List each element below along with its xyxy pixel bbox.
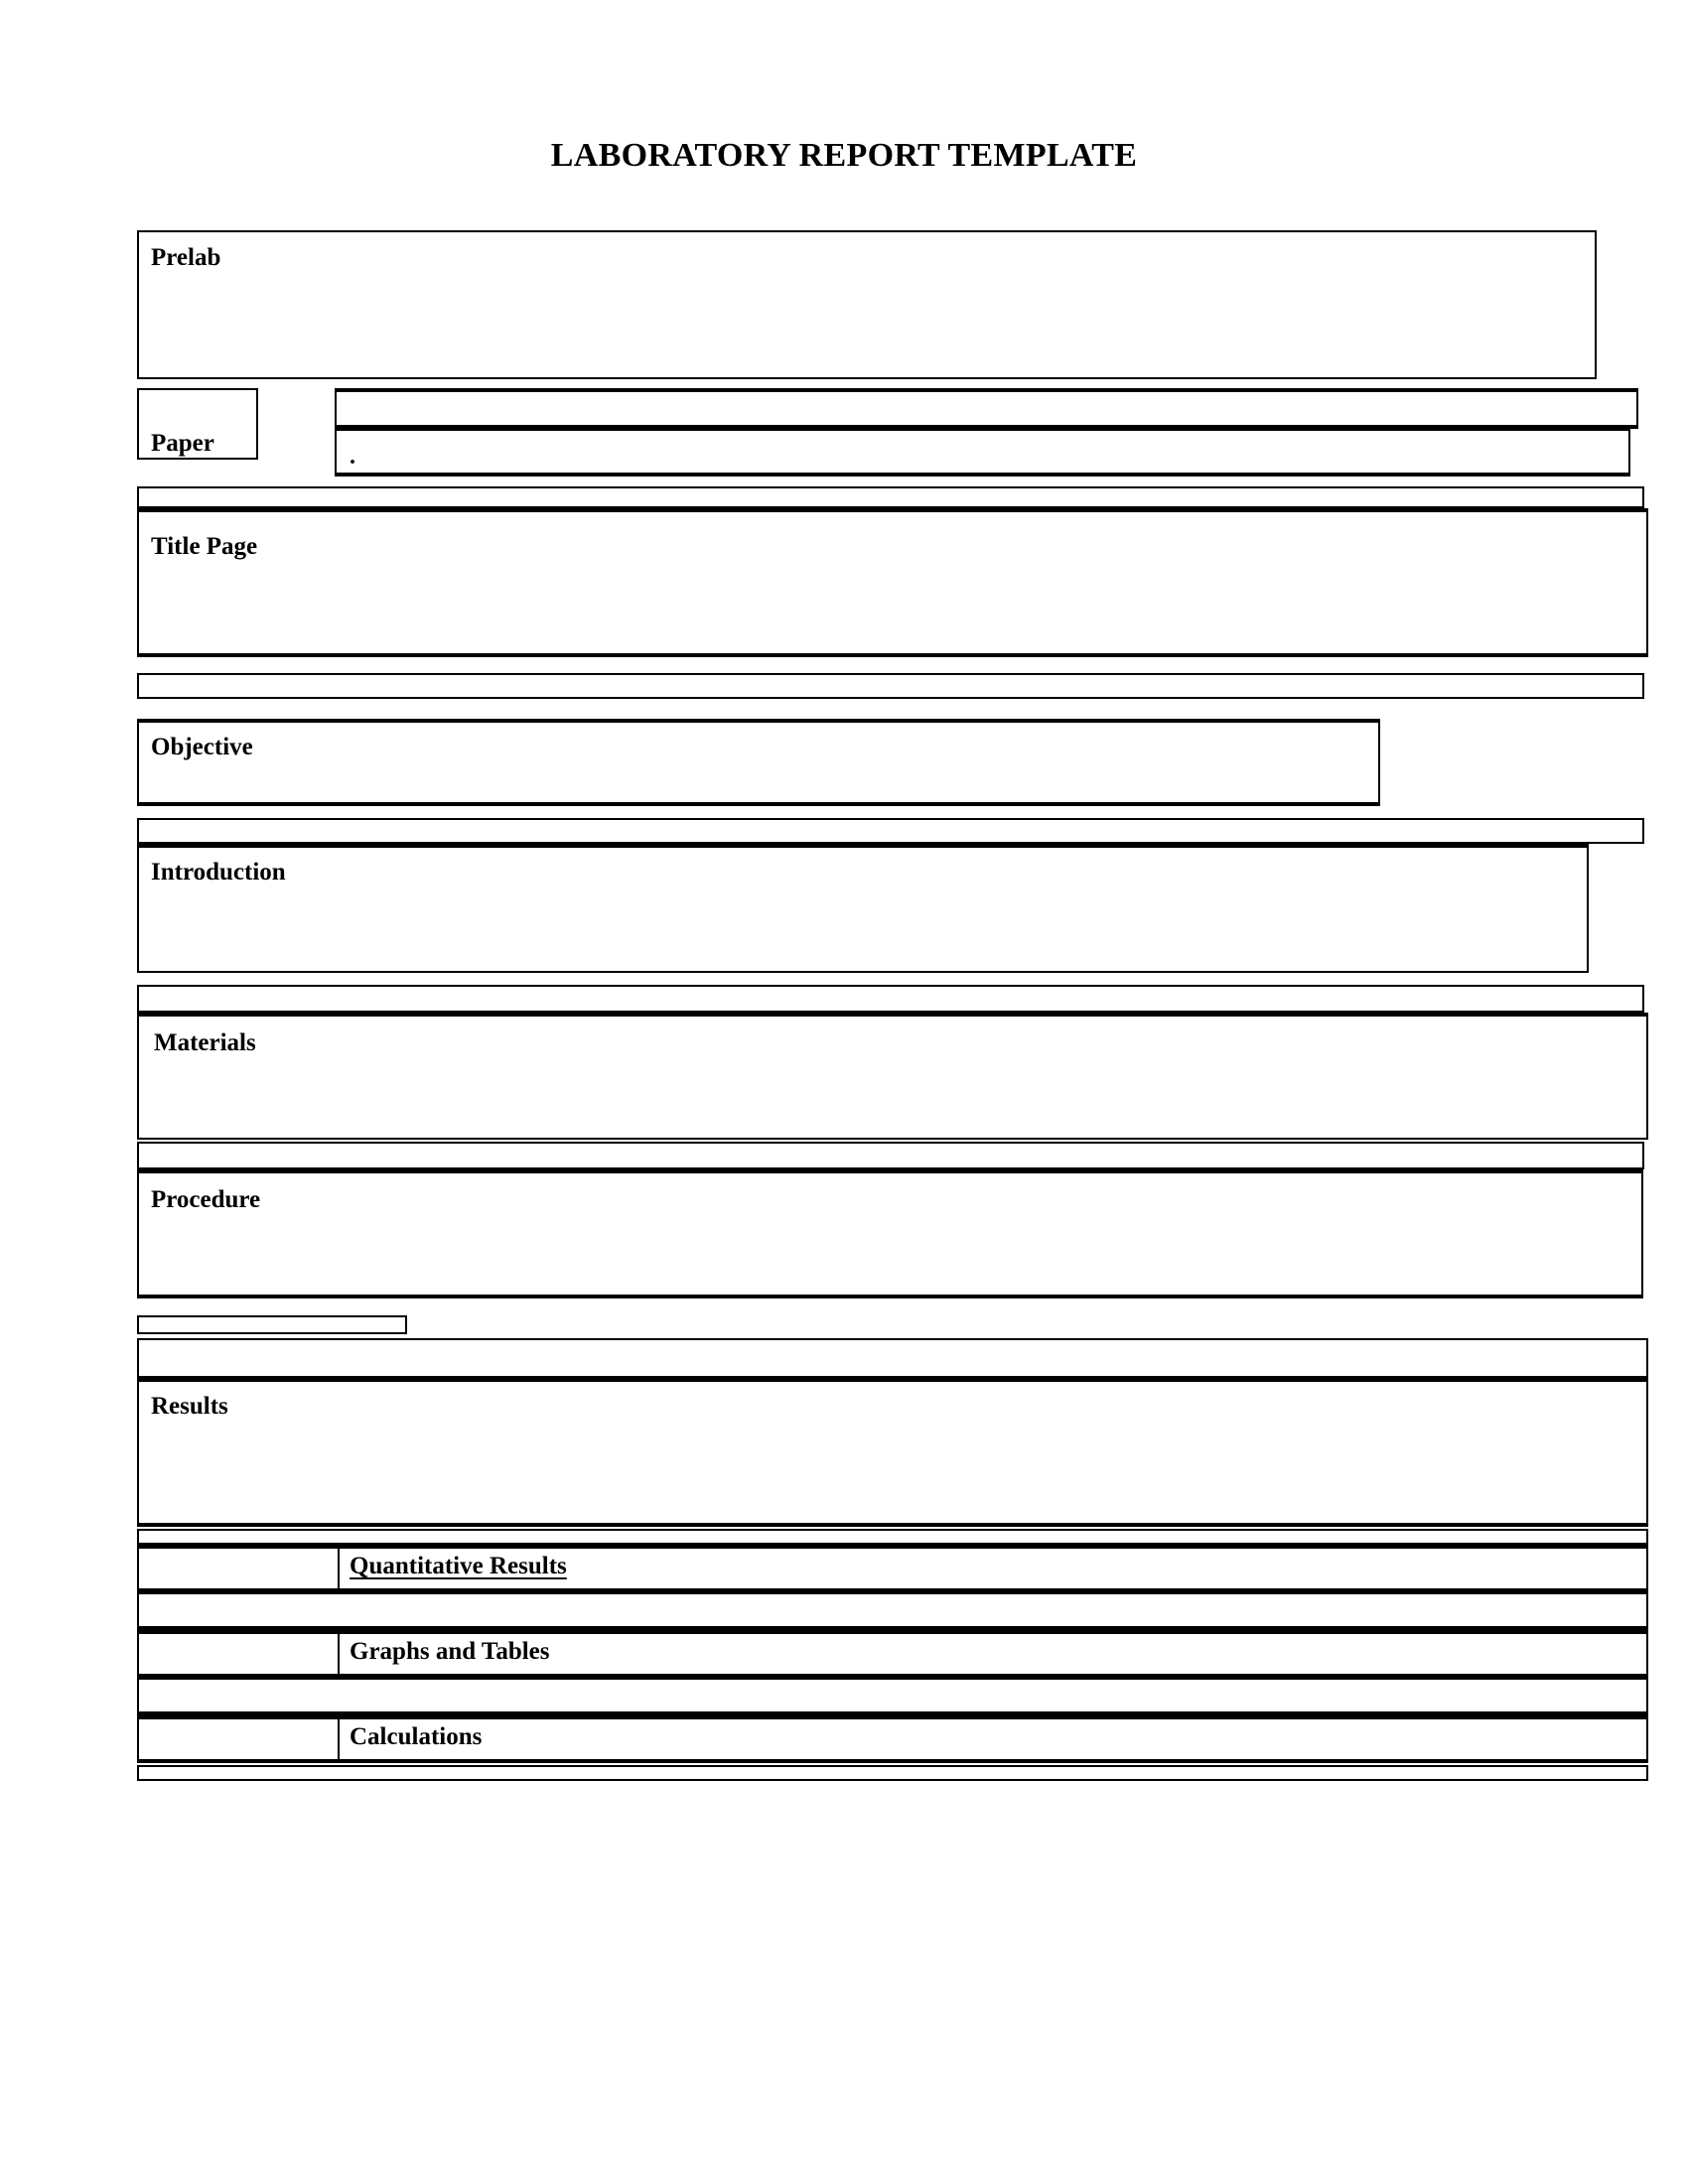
section-label-introduction: Introduction: [151, 859, 286, 886]
section-label-prelab: Prelab: [151, 244, 221, 271]
section-label-objective: Objective: [151, 734, 253, 760]
section-label-materials: Materials: [154, 1029, 256, 1056]
spacer-before-results: [137, 1338, 1648, 1378]
section-box-prelab[interactable]: [137, 230, 1597, 379]
spacer-before-quantitative-results: [137, 1529, 1648, 1545]
section-box-objective[interactable]: [137, 719, 1380, 806]
spacer-before-procedure: [137, 1142, 1644, 1169]
section-box-procedure[interactable]: [137, 1169, 1643, 1298]
document-closing-strip: [137, 1765, 1648, 1781]
subsection-divider-graphs-and-tables: [338, 1630, 340, 1678]
section-label-title-page: Title Page: [151, 533, 258, 560]
section-box-results[interactable]: [137, 1378, 1648, 1527]
section-label-paper: Paper: [151, 430, 214, 457]
spacer-before-materials: [137, 985, 1644, 1013]
subsection-divider-quantitative-results: [338, 1545, 340, 1592]
section-label-procedure: Procedure: [151, 1186, 261, 1213]
section-box-introduction[interactable]: [137, 844, 1589, 973]
subsection-label-quantitative-results: Quantitative Results: [350, 1553, 567, 1579]
section-box-title-page[interactable]: [137, 508, 1648, 657]
spacer-before-introduction: [137, 818, 1644, 844]
spacer-before-calculations: [137, 1678, 1648, 1715]
paper-field-line-1[interactable]: [335, 388, 1638, 429]
subsection-label-calculations: Calculations: [350, 1723, 483, 1750]
paper-field-line-2[interactable]: [335, 429, 1630, 477]
page-title: LABORATORY REPORT TEMPLATE: [550, 137, 1138, 174]
spacer-before-graphs-and-tables: [137, 1592, 1648, 1630]
paper-field-line-2-value: .: [350, 444, 355, 470]
subsection-divider-calculations: [338, 1715, 340, 1763]
spacer-stub-after-procedure: [137, 1315, 407, 1334]
spacer-before-objective: [137, 673, 1644, 699]
section-label-results: Results: [151, 1393, 228, 1420]
section-box-materials[interactable]: [137, 1013, 1648, 1140]
subsection-label-graphs-and-tables: Graphs and Tables: [350, 1638, 550, 1665]
spacer-before-title-page: [137, 486, 1644, 508]
